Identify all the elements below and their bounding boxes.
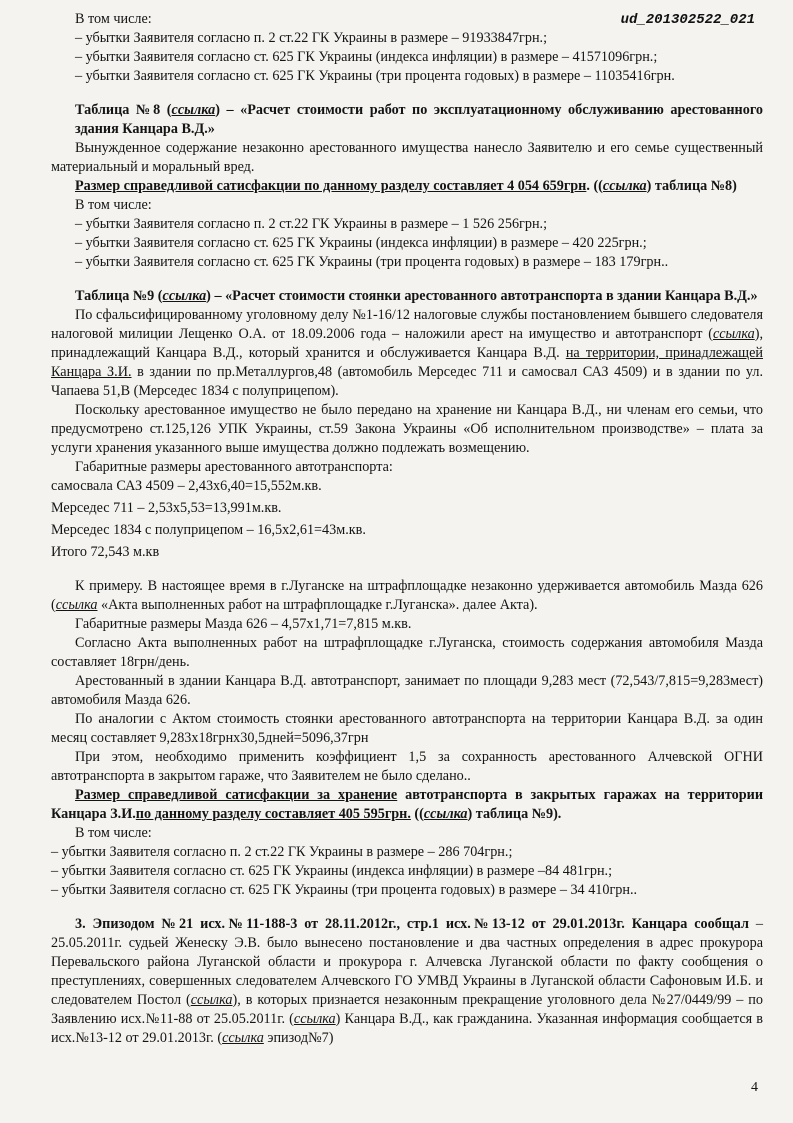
dimension-item: Мерседес 1834 с полуприцепом – 16,5х2,61=43м.кв. <box>51 522 366 538</box>
table9-paragraph-8: При этом, необходимо применить коэффициент 1,5 за сохранность арестованного Алчевской ОГНИ автотранспорта в закрытом гараже, что Заявителем не было сделано.. <box>51 749 763 784</box>
list-item: – убытки Заявителя согласно ст. 625 ГК Украины (три процента годовых) в размере – 34 410грн.. <box>51 882 638 898</box>
list-item: – убытки Заявителя согласно ст. 625 ГК Украины (три процента годовых) в размере – 183 179грн.. <box>75 254 669 270</box>
dimensions-title: Габаритные размеры арестованного автотранспорта: <box>75 459 393 475</box>
table8-heading: Таблица №8 (ссылка) – «Расчет стоимости работ по эксплуатационному обслуживанию арестованного здания Канцара В.Д.» <box>75 102 764 137</box>
episode-link-3[interactable]: ссылка <box>222 1030 264 1046</box>
list-item: – убытки Заявителя согласно ст. 625 ГК Украины (индекса инфляции) в размере – 41571096грн.; <box>75 49 658 65</box>
table8-total: Размер справедливой сатисфакции по данному разделу составляет 4 054 659грн. ((ссылка) таблица №8) <box>75 178 737 194</box>
table9-paragraph-3: К примеру. В настоящее время в г.Луганске на штрафплощадке незаконно удерживается автомобиль Мазда 626 (ссылка «Акта выполненных работ на штрафплощадке г.Луганска». далее Акта). <box>51 578 763 613</box>
in-that-label: В том числе: <box>75 197 152 213</box>
table8-link[interactable]: ссылка <box>171 102 216 118</box>
table9-paragraph-7: По аналогии с Актом стоимость стоянки арестованного автотранспорта на территории Канцара В.Д. за один месяц составляет 9,283х18грнх30,5дней=5096,37грн <box>51 711 763 746</box>
table9-paragraph-4: Габаритные размеры Мазда 626 – 4,57х1,71=7,815 м.кв. <box>75 616 412 632</box>
losses-list-1 <box>75 29 763 86</box>
losses-list-2 <box>75 215 763 272</box>
table8-paragraph: Вынужденное содержание незаконно арестованного имущества нанесло Заявителю и его семье существенный материальный и моральный вред. <box>51 140 763 175</box>
table9-paragraph-6: Арестованный в здании Канцара В.Д. автотранспорт, занимает по площади 9,283 мест (72,543/7,815=9,283мест) автомобиля Мазда 626. <box>51 673 763 708</box>
table8-total-link[interactable]: ссылка <box>602 178 647 194</box>
table9-total: Размер справедливой сатисфакции за хранение автотранспорта в закрытых гаражах на территории Канцара З.И.по данному разделу составляет 405 595грн. ((ссылка) таблица №9). <box>51 787 764 822</box>
list-item: – убытки Заявителя согласно п. 2 ст.22 ГК Украины в размере – 286 704грн.; <box>51 844 513 860</box>
episode-link-1[interactable]: ссылка <box>190 992 233 1008</box>
table9-paragraph-5: Согласно Акта выполненных работ на штрафплощадке г.Луганска, стоимость содержания автомобиля Мазда составляет 18грн/день. <box>51 635 763 670</box>
document-id: ud_201302522_021 <box>620 12 755 28</box>
table9-p3-link[interactable]: ссылка <box>55 597 98 613</box>
list-item: – убытки Заявителя согласно п. 2 ст.22 ГК Украины в размере – 91933847грн.; <box>75 30 548 46</box>
dimension-item: Мерседес 711 – 2,53х5,53=13,991м.кв. <box>51 500 282 516</box>
list-item: – убытки Заявителя согласно п. 2 ст.22 ГК Украины в размере – 1 526 256грн.; <box>75 216 548 232</box>
in-that-label: В том числе: <box>75 825 152 841</box>
losses-list-3 <box>51 843 763 900</box>
dimension-item: Итого 72,543 м.кв <box>51 544 160 560</box>
list-item: – убытки Заявителя согласно ст. 625 ГК Украины (индекса инфляции) в размере – 420 225грн.; <box>75 235 647 251</box>
table9-link[interactable]: ссылка <box>162 288 207 304</box>
table9-heading: Таблица №9 (ссылка) – «Расчет стоимости стоянки арестованного автотранспорта в здании Канцара В.Д.» <box>75 288 758 304</box>
table9-paragraph-1: По сфальсифицированному уголовному делу №1-16/12 налоговые службы постановлением бывшего следователя налоговой милиции Лещенко О.А. от 18.09.2006 года – наложили арест на имущество и автотранспорт (ссылка), принадлежащий Канцара В.Д., который хранится и обслуживается Канцара В.Д. на территории, принадлежащей Канцара З.И. в здании по пр.Металлургов,48 (автомобиль Мерседес 711 и самосвал САЗ 4509) и в здании по ул. Чапаева 51,В (Мерседес 1834 с полуприцепом). <box>51 307 763 399</box>
table9-total-link[interactable]: ссылка <box>423 806 468 822</box>
page-number: 4 <box>751 1080 758 1095</box>
dimension-item: самосвала САЗ 4509 – 2,43х6,40=15,552м.кв. <box>51 478 322 494</box>
table9-p1-link[interactable]: ссылка <box>712 326 755 342</box>
list-item: – убытки Заявителя согласно ст. 625 ГК Украины (три процента годовых) в размере – 11035416грн. <box>75 68 675 84</box>
dimensions-list <box>51 477 763 562</box>
list-item: – убытки Заявителя согласно ст. 625 ГК Украины (индекса инфляции) в размере –84 481грн.; <box>51 863 613 879</box>
table9-paragraph-2: Поскольку арестованное имущество не было передано на хранение ни Канцара В.Д., ни членам его семьи, что предусмотрено ст.125,126 УПК Украины, ст.59 Закона Украины «Об исполнительном производстве» – плата за услуги хранения указанного выше имущества должно подлежать возмещению. <box>51 402 763 456</box>
episode-paragraph: 3. Эпизодом №21 исх.№11-188-3 от 28.11.2012г., стр.1 исх.№13-12 от 29.01.2013г. Канцара сообщал – 25.05.2011г. судьей Женеску Э.В. было вынесено постановление и два частных определения в адрес прокурора Перевальского района Луганской области и прокурора г. Алчевска Луганской области по факту сообщения о преступлениях, совершенных следователем Алчевского ГО УМВД Украины в Луганской области Сафоновым И.Б. и следователем Постол (ссылка), в которых признается незаконным прекращение уголовного дела №27/0449/99 – по Заявлению исх.№11-88 от 25.05.2011г. (ссылка) Канцара В.Д., как гражданина. Указанная информация сообщается в исх.№13-12 от 29.01.2013г. (ссылка эпизод№7) <box>51 916 764 1046</box>
in-that-label: В том числе: <box>75 11 152 27</box>
episode-link-2[interactable]: ссылка <box>293 1011 336 1027</box>
